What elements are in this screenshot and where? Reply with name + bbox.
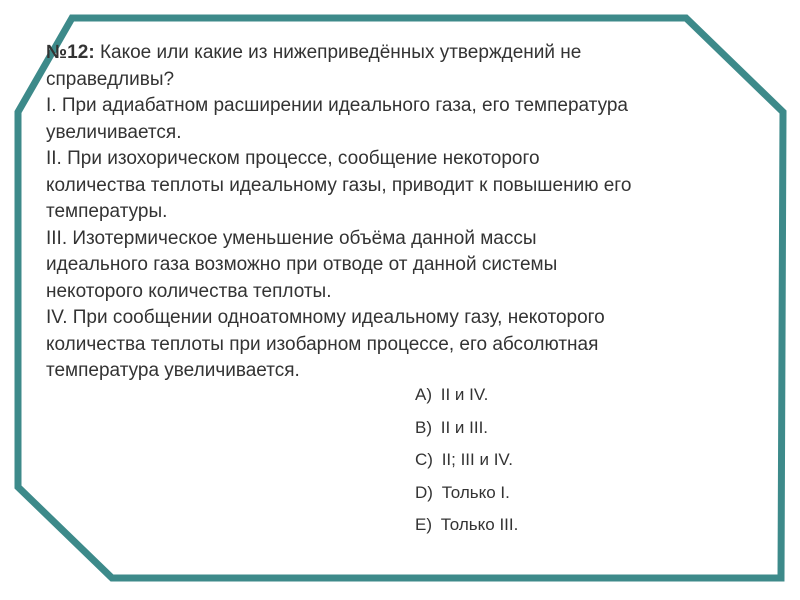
statement-2-line: количества теплоты идеальному газы, приводит к повышению его [46, 174, 632, 196]
answer-options [415, 384, 518, 547]
answer-option-d[interactable] [415, 482, 518, 515]
statement-1-line: увеличивается. [46, 121, 182, 143]
answer-text: II и IV. [440, 385, 489, 404]
answer-text: II и III. [440, 417, 489, 437]
answer-text: Только III. [440, 515, 519, 534]
answer-option-c[interactable] [415, 449, 518, 482]
statement-1-line: I. При адиабатном расширении идеального газа, его температура [46, 95, 628, 116]
statement-3-line: некоторого количества теплоты. [46, 280, 332, 302]
answer-option-b[interactable] [415, 417, 518, 450]
answer-letter: E) [415, 515, 432, 534]
answer-letter: D) [415, 482, 433, 502]
question-block [46, 40, 736, 385]
answer-text: Только I. [441, 482, 510, 502]
statement-4-line: количества теплоты при изобарном процессе, его абсолютная [46, 333, 599, 355]
answer-option-a[interactable] [415, 384, 518, 417]
answer-letter: B) [415, 417, 432, 437]
question-text-line: Какое или какие из нижеприведённых утверждений не [99, 42, 582, 63]
statement-3-line: идеального газа возможно при отводе от данной системы [46, 254, 558, 275]
answer-option-e[interactable] [415, 514, 518, 547]
answer-letter: A) [415, 385, 432, 404]
statement-2-line: температуры. [46, 201, 168, 222]
statement-4-line: температура увеличивается. [46, 360, 300, 381]
question-number: №12: [46, 42, 95, 63]
question-first-line [46, 40, 736, 67]
answer-text: II; III и IV. [441, 450, 513, 469]
statement-3-line: III. Изотермическое уменьшение объёма данной массы [46, 227, 537, 249]
statement-4-line: IV. При сообщении одноатомному идеальному газу, некоторого [46, 307, 605, 328]
statement-2-line: II. При изохорическом процессе, сообщение некоторого [46, 148, 540, 169]
question-text-line: справедливы? [46, 68, 175, 90]
answer-letter: C) [415, 450, 433, 469]
